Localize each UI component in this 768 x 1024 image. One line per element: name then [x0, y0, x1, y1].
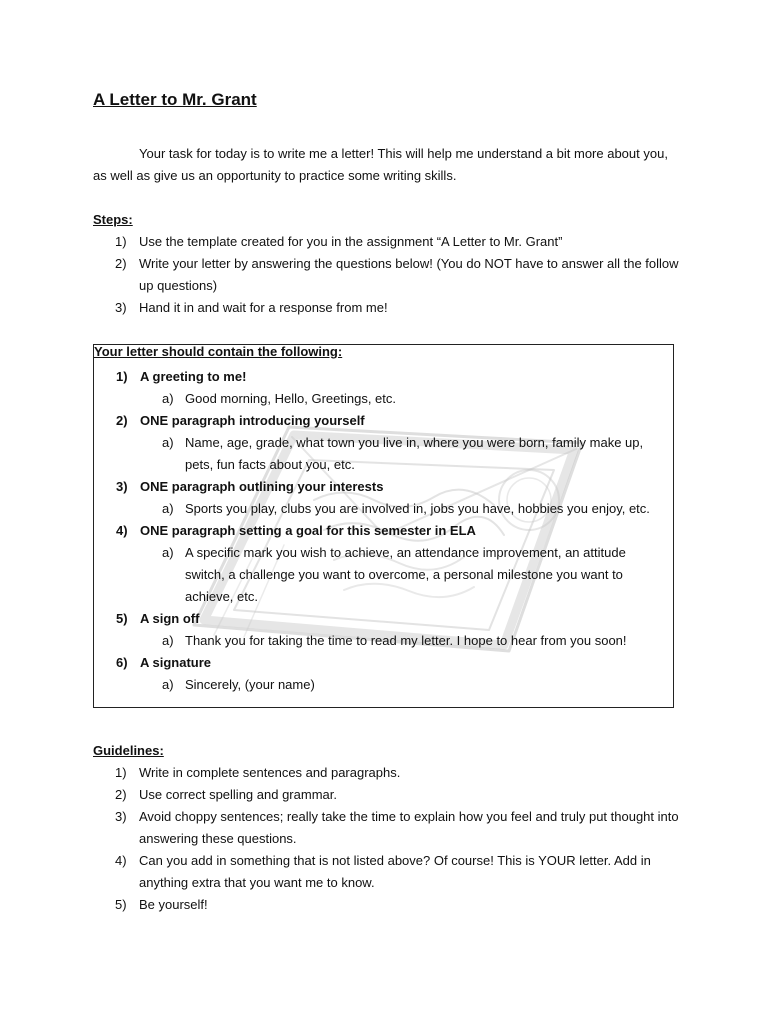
list-item	[93, 806, 683, 850]
list-item-text: Use the template created for you in the assignment “A Letter to Mr. Grant”	[139, 234, 563, 249]
list-marker: 3)	[115, 809, 127, 824]
sub-list-marker: a)	[162, 391, 174, 406]
sub-list-item-text: Name, age, grade, what town you live in, where you were born, family make up, pets, fun facts about you, etc.	[185, 435, 644, 472]
list-marker: 6)	[116, 655, 128, 670]
contents-heading: Your letter should contain the following:	[94, 344, 343, 359]
guidelines-heading: Guidelines:	[93, 743, 164, 758]
sub-list	[140, 432, 673, 476]
sub-list-item-text: Sports you play, clubs you are involved in, jobs you have, hobbies you enjoy, etc.	[185, 501, 650, 516]
page-title: A Letter to Mr. Grant	[93, 90, 257, 109]
sub-list-marker: a)	[162, 633, 174, 648]
sub-list-item	[140, 498, 673, 520]
list-item-text: ONE paragraph outlining your interests	[140, 479, 384, 494]
list-marker: 1)	[115, 234, 127, 249]
list-item-text: Avoid choppy sentences; really take the time to explain how you feel and truly put thought into answering these questions.	[139, 809, 679, 846]
list-item	[93, 231, 683, 253]
list-item-text: Hand it in and wait for a response from me!	[139, 300, 388, 315]
guidelines-list	[93, 762, 683, 916]
sub-list	[140, 630, 673, 652]
list-marker: 3)	[116, 479, 128, 494]
list-marker: 4)	[115, 853, 127, 868]
list-item	[93, 784, 683, 806]
sub-list-marker: a)	[162, 501, 174, 516]
sub-list-item-text: Good morning, Hello, Greetings, etc.	[185, 391, 396, 406]
sub-list	[140, 498, 673, 520]
list-item	[94, 520, 673, 608]
list-item	[94, 476, 673, 520]
list-marker: 2)	[115, 256, 127, 271]
list-marker: 1)	[116, 369, 128, 384]
letter-contents-box	[93, 344, 674, 708]
steps-heading: Steps:	[93, 212, 133, 227]
sub-list	[140, 542, 673, 608]
list-item-text: Can you add in something that is not listed above? Of course! This is YOUR letter. Add in anything extra that you want me to know.	[139, 853, 651, 890]
sub-list-marker: a)	[162, 545, 174, 560]
list-marker: 5)	[115, 897, 127, 912]
list-item-text: ONE paragraph setting a goal for this semester in ELA	[140, 523, 476, 538]
list-item	[94, 410, 673, 476]
sub-list-marker: a)	[162, 677, 174, 692]
sub-list-item	[140, 432, 673, 476]
list-item-text: A greeting to me!	[140, 369, 247, 384]
list-item	[93, 894, 683, 916]
list-item-text: A signature	[140, 655, 212, 670]
list-marker: 2)	[116, 413, 128, 428]
sub-list	[140, 388, 673, 410]
steps-list	[93, 231, 683, 319]
list-marker: 1)	[115, 765, 127, 780]
list-item	[94, 652, 673, 696]
list-item	[93, 297, 683, 319]
list-item	[94, 366, 673, 410]
contents-list	[94, 366, 673, 696]
sub-list-item	[140, 674, 673, 696]
list-marker: 3)	[115, 300, 127, 315]
sub-list-item-text: Thank you for taking the time to read my letter. I hope to hear from you soon!	[185, 633, 627, 648]
list-item-text: ONE paragraph introducing yourself	[140, 413, 365, 428]
intro-paragraph: Your task for today is to write me a letter! This will help me understand a bit more about you, as well as give us an opportunity to practice some writing skills.	[93, 146, 668, 183]
sub-list-item	[140, 542, 673, 608]
list-item-text: A sign off	[140, 611, 200, 626]
list-marker: 4)	[116, 523, 128, 538]
sub-list-item	[140, 630, 673, 652]
list-item	[93, 253, 683, 297]
list-item-text: Write your letter by answering the questions below! (You do NOT have to answer all the follow up questions)	[139, 256, 679, 293]
sub-list-item-text: Sincerely, (your name)	[185, 677, 315, 692]
list-item-text: Write in complete sentences and paragraphs.	[139, 765, 401, 780]
sub-list-item	[140, 388, 673, 410]
list-item	[94, 608, 673, 652]
sub-list-item-text: A specific mark you wish to achieve, an attendance improvement, an attitude switch, a challenge you want to overcome, a personal milestone you want to achieve, etc.	[185, 545, 626, 604]
list-item-text: Be yourself!	[139, 897, 208, 912]
list-item	[93, 850, 683, 894]
sub-list-marker: a)	[162, 435, 174, 450]
list-item	[93, 762, 683, 784]
sub-list	[140, 674, 673, 696]
list-item-text: Use correct spelling and grammar.	[139, 787, 337, 802]
list-marker: 5)	[116, 611, 128, 626]
letter-contents-content	[94, 344, 673, 696]
list-marker: 2)	[115, 787, 127, 802]
guidelines-section	[93, 740, 683, 916]
steps-section	[93, 209, 683, 319]
